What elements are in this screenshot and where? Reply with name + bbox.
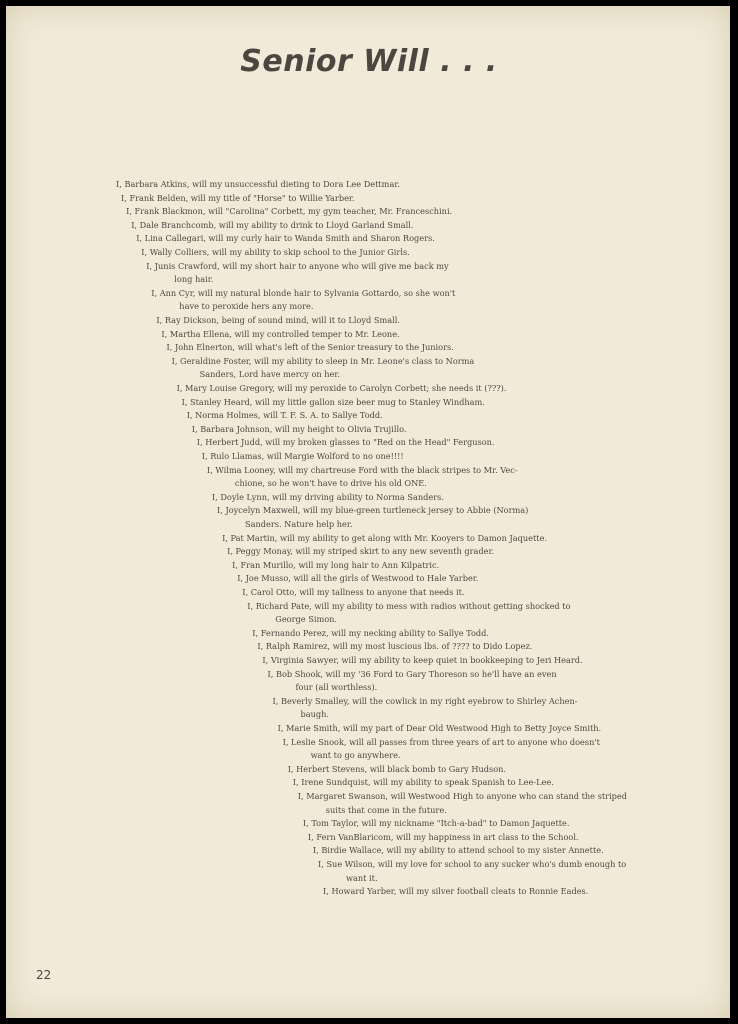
will-entry-continuation: Sanders. Nature help her. [245,518,353,529]
will-entry [308,831,579,845]
will-entry [227,545,494,559]
will-entry-line: I, Norma Holmes, will T. F. S. A. to Sallye Todd. [186,410,383,421]
will-entry [242,586,464,600]
will-entry [151,287,455,314]
will-entry-line: I, Carol Otto, will my tallness to anyone that needs it. [242,587,465,597]
will-entry [136,232,435,246]
will-entry [237,572,478,586]
will-entry-line: I, Barbara Johnson, will my height to Olivia Trujillo. [191,423,407,434]
will-entry [212,491,444,505]
will-entry [257,640,532,654]
will-entry-line: I, Doyle Lynn, will my driving ability to Norma Sanders. [211,491,444,502]
will-entry-continuation: want to go anywhere. [310,750,401,761]
will-entry-line: I, Beverly Smalley, will the cowlick in my right eyebrow to Shirley Achen- [272,695,578,706]
will-entry [217,504,528,531]
will-entry [222,532,547,546]
will-entry-line: I, Pat Martin, will my ability to get along with Mr. Kooyers to Damon Jaquette. [222,532,548,543]
will-entry [192,423,407,437]
will-entry-line: I, Rulo Llamas, will Margie Wolford to no one!!!! [201,451,404,461]
will-entry-line: I, Leslie Snook, will all passes from three years of art to anyone who doesn't [282,736,600,747]
will-entry-line: I, Junis Crawford, will my short hair to anyone who will give me back my [146,260,449,271]
will-entry [318,858,626,885]
will-entry-continuation: baugh. [300,709,330,720]
will-entry-line: I, Margaret Swanson, will Westwood High to anyone who can stand the striped [297,791,627,801]
will-entry [167,341,454,355]
will-entry [146,260,448,287]
will-entry [197,436,495,450]
will-entry [268,668,557,695]
will-entry [293,776,554,790]
will-entry-line: I, Wally Colliers, will my ability to skip school to the Junior Girls. [141,247,410,257]
will-entry [121,192,355,206]
will-entry-line: I, Frank Blackmon, will "Carolina" Corbett, my gym teacher, Mr. Franceschini. [126,206,453,217]
will-entry [252,627,489,641]
will-entry-line: I, Lina Callegari, will my curly hair to Wanda Smith and Sharon Rogers. [136,233,435,244]
will-entry-line: I, Ray Dickson, being of sound mind, will it to Lloyd Small. [156,315,400,325]
will-entry-line: I, Ann Cyr, will my natural blonde hair to Sylvania Gottardo, so she won't [151,287,456,298]
will-entry-line: I, Fern VanBlaricom, will my happiness in art class to the School. [307,831,579,842]
will-entry-line: I, Geraldine Foster, will my ability to sleep in Mr. Leone's class to Norma [171,355,475,366]
will-entry-line: I, Martha Ellena, will my controlled temper to Mr. Leone. [161,328,400,339]
will-entry [126,205,452,219]
will-entry-line: I, John Elnerton, will what's left of the Senior treasury to the Juniors. [166,342,454,353]
will-entry-line: I, Irene Sundquist, will my ability to speak Spanish to Lee-Lee. [292,777,554,788]
will-entry-line: I, Tom Taylor, will my nickname "Itch-a-bad" to Damon Jaquette. [302,818,570,829]
will-entry [247,600,570,627]
will-entry [156,314,400,328]
will-entry [116,178,400,192]
will-entry [262,654,582,668]
will-entry-continuation: four (all worthless). [295,682,378,693]
will-entry [313,844,604,858]
will-entry-line: I, Fran Murillo, will my long hair to Ann Kilpatric. [232,559,440,570]
will-entry-line: I, Virginia Sawyer, will my ability to keep quiet in bookkeeping to Jeri Heard. [262,655,583,665]
will-entry-line: I, Marie Smith, will my part of Dear Old Westwood High to Betty Joyce Smith. [277,723,602,733]
will-entry [187,409,383,423]
will-entry-line: I, Herbert Stevens, will black bomb to Gary Hudson. [287,763,506,774]
will-entry-line: I, Joe Musso, will all the girls of Westwood to Hale Yarber. [237,573,479,584]
will-entry-continuation: long hair. [174,274,214,285]
will-entry [278,722,602,736]
will-entry-line: I, Barbara Atkins, will my unsuccessful dieting to Dora Lee Dettmar. [116,179,400,189]
will-entry-line: I, Joycelyn Maxwell, will my blue-green turtleneck jersey to Abbie (Norma) [217,505,529,516]
will-entry-line: I, Frank Belden, will my title of "Horse" to Willie Yarber. [121,192,355,203]
will-entry-line: I, Howard Yarber, will my silver football cleats to Ronnie Eades. [323,886,589,897]
page-number: 22 [36,968,52,982]
will-entry [141,246,409,260]
will-entry-continuation: Sanders, Lord have mercy on her. [199,369,340,380]
will-entry [131,219,413,233]
will-entry [232,559,439,573]
will-entry-line: I, Dale Branchcomb, will my ability to drink to Lloyd Garland Small. [131,219,414,230]
will-entry [207,464,518,491]
will-entry [161,328,399,342]
will-entry-line: I, Bob Shook, will my '36 Ford to Gary Thoreson so he'll have an even [267,668,557,679]
will-entry-line: I, Fernando Perez, will my necking ability to Sallye Todd. [252,627,490,638]
will-entry [172,355,475,382]
will-entry-line: I, Birdie Wallace, will my ability to attend school to my sister Annette. [312,845,604,856]
page-title: Senior Will . . . [240,44,498,79]
will-entry-continuation: chione, so he won't have to drive his old ONE. [234,478,427,489]
will-entry-line: I, Sue Wilson, will my love for school to any sucker who's dumb enough to [318,859,627,869]
will-entry [283,736,600,763]
will-entry-continuation: want it. [346,872,378,883]
will-entry [303,817,570,831]
will-entry-continuation: George Simon. [275,614,338,625]
will-entry-continuation: have to peroxide hers any more. [179,301,314,312]
will-entry-line: I, Richard Pate, will my ability to mess with radios without getting shocked to [247,600,571,611]
will-entry-line: I, Wilma Looney, will my chartreuse Ford with the black stripes to Mr. Vec- [206,464,518,475]
will-entry [323,885,588,899]
will-entry-continuation: suits that come in the future. [325,804,447,815]
will-entry-line: I, Peggy Monay, will my striped skirt to any new seventh grader. [227,546,495,557]
will-entry [177,382,507,396]
will-entry [288,763,506,777]
will-entry [202,450,404,464]
will-entry-line: I, Stanley Heard, will my little gallon size beer mug to Stanley Windham. [181,396,485,407]
will-entry-line: I, Mary Louise Gregory, will my peroxide to Carolyn Corbett; she needs it (???). [176,383,507,393]
will-entry-line: I, Herbert Judd, will my broken glasses to "Red on the Head" Ferguson. [196,437,495,448]
will-entry [273,695,578,722]
will-entry [182,396,485,410]
will-entry [298,790,627,817]
will-entry-line: I, Ralph Ramirez, will my most luscious lbs. of ???? to Dido Lopez. [257,641,533,652]
